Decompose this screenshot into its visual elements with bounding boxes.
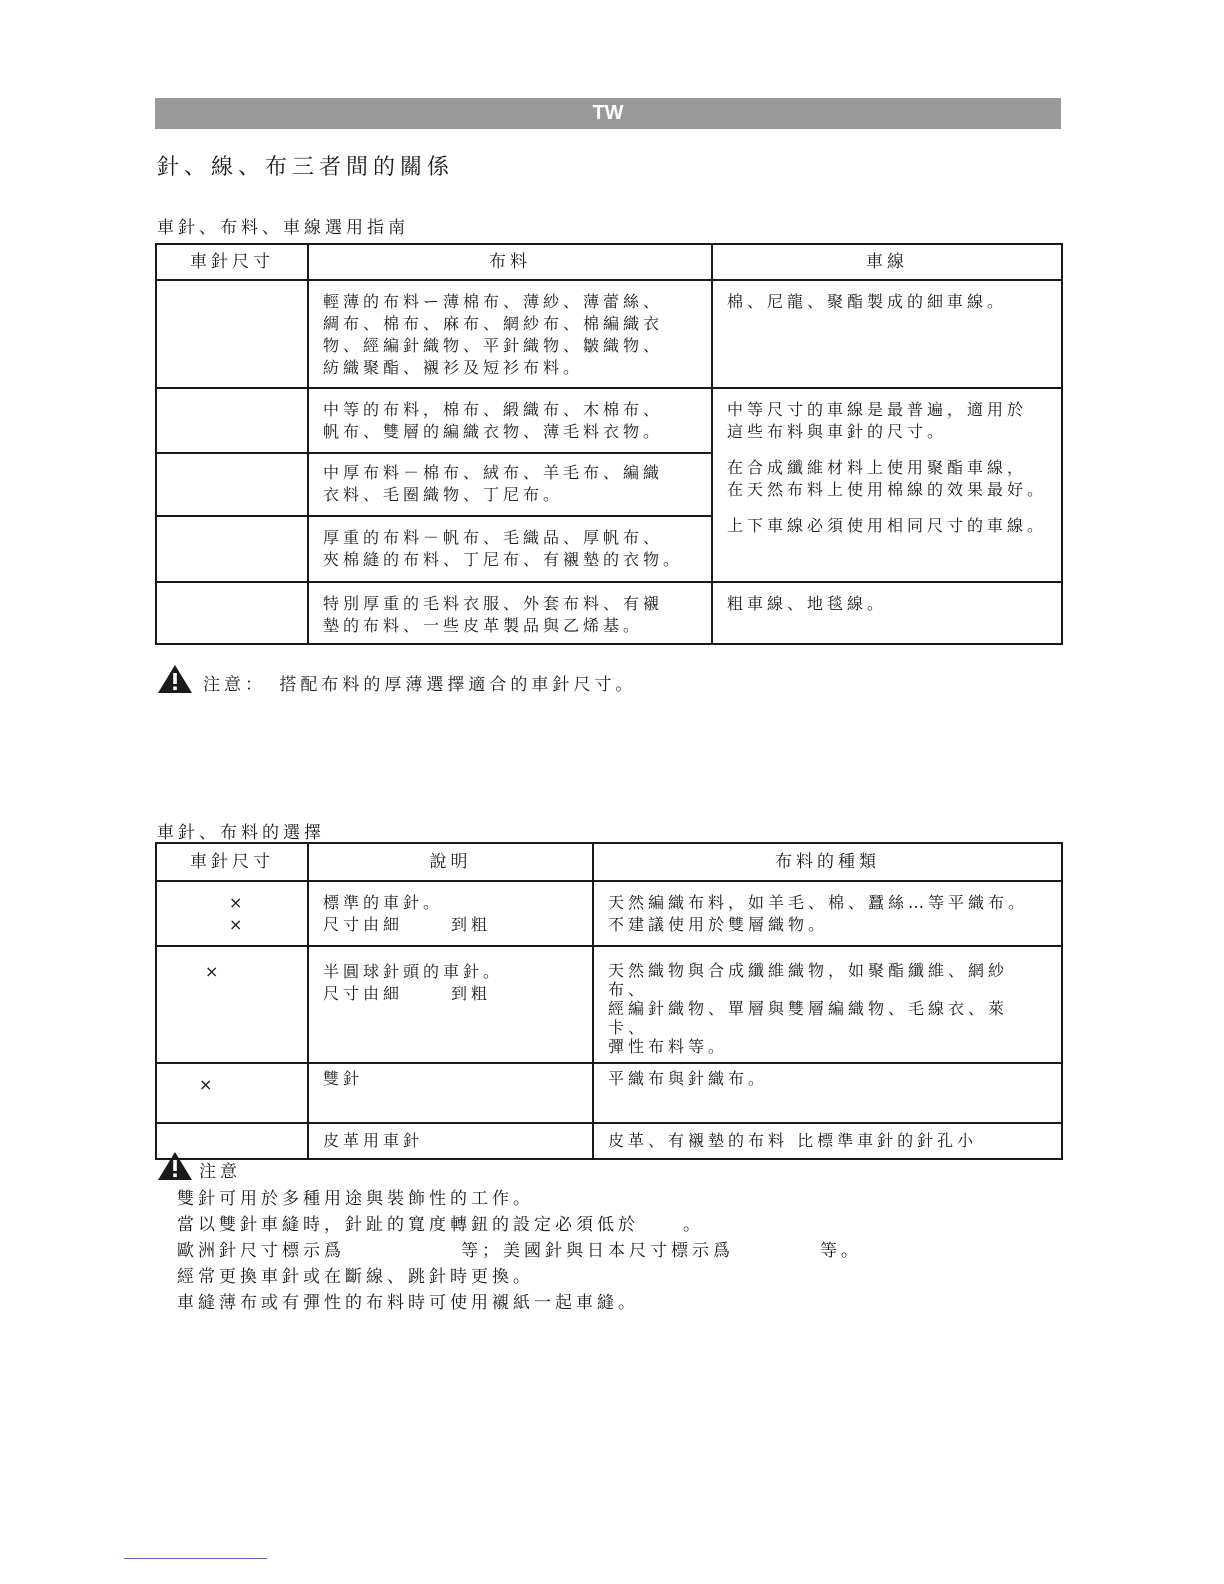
notice-1-label: 注意： bbox=[203, 675, 266, 695]
description-cell: 半圓球針頭的車針。 尺寸由細 到粗 bbox=[308, 946, 593, 1063]
note-line: 車縫薄布或有彈性的布料時可使用襯紙一起車縫。 bbox=[177, 1293, 639, 1313]
fabric-type-cell: 天然編織布料，如羊毛、棉、蠶絲…等平織布。 不建議使用於雙層織物。 bbox=[593, 881, 1062, 946]
note-line: 歐洲針尺寸標示爲 等；美國針與日本尺寸標示爲 等。 bbox=[177, 1241, 862, 1261]
description-cell: 皮革用車針 bbox=[308, 1123, 593, 1159]
header-thread: 車線 bbox=[712, 244, 1062, 280]
needle-selection-table bbox=[155, 842, 1063, 1160]
header-fabric: 布料 bbox=[308, 244, 712, 280]
needle-size-cell: × bbox=[156, 946, 308, 1063]
notice-1-text: 搭配布料的厚薄選擇適合的車針尺寸。 bbox=[279, 675, 637, 695]
fabric-type-cell: 平織布與針織布。 bbox=[593, 1063, 1062, 1123]
fabric-cell-medium: 中等的布料，棉布、緞織布、木棉布、 帆布、雙層的編織衣物、薄毛料衣物。 bbox=[308, 388, 712, 453]
header-description: 說明 bbox=[308, 843, 593, 881]
notice-2-heading bbox=[157, 1151, 241, 1186]
table1-caption: 車針、布料、車線選用指南 bbox=[157, 218, 409, 238]
header-fabric-type: 布料的種類 bbox=[593, 843, 1062, 881]
note-line: 當以雙針車縫時，針趾的寬度轉鈕的設定必須低於 。 bbox=[177, 1215, 704, 1235]
fabric-cell-extra-heavy: 特別厚重的毛料衣服、外套布料、有襯 墊的布料、一些皮革製品與乙烯基。 bbox=[308, 582, 712, 644]
needle-size-cell bbox=[156, 388, 308, 453]
fabric-cell-medium-heavy: 中厚布料－棉布、絨布、羊毛布、編織 衣料、毛圈織物、丁尼布。 bbox=[308, 453, 712, 516]
needle-size-cell: × bbox=[156, 1063, 308, 1123]
needle-size-cell bbox=[156, 516, 308, 582]
header-needle-size: 車針尺寸 bbox=[156, 843, 308, 881]
description-cell: 標準的車針。 尺寸由細 到粗 bbox=[308, 881, 593, 946]
notice-2-label: 注意 bbox=[199, 1162, 241, 1182]
fabric-type-cell: 皮革、有襯墊的布料 比標準車針的針孔小 bbox=[593, 1123, 1062, 1159]
thread-cell-fine: 棉、尼龍、聚酯製成的細車線。 bbox=[712, 280, 1062, 388]
footer-rule bbox=[124, 1558, 267, 1559]
table2-caption: 車針、布料的選擇 bbox=[157, 823, 325, 843]
warning-icon bbox=[157, 1151, 193, 1186]
fabric-type-cell: 天然織物與合成纖維織物，如聚酯纖維、網紗布、 經編針織物、單層與雙層編織物、毛線衣、萊卡、 彈性布料等。 bbox=[593, 946, 1062, 1063]
notice-2-list bbox=[177, 1186, 862, 1316]
header-needle-size: 車針尺寸 bbox=[156, 244, 308, 280]
note-line: 經常更換車針或在斷線、跳針時更換。 bbox=[177, 1267, 534, 1287]
notice-1 bbox=[157, 664, 636, 699]
needle-fabric-thread-table bbox=[155, 243, 1063, 645]
page-title: 針、線、布三者間的關係 bbox=[157, 155, 455, 180]
thread-cell-heavy: 粗車線、地毯線。 bbox=[712, 582, 1062, 644]
note-line: 雙針可用於多種用途與裝飾性的工作。 bbox=[177, 1189, 534, 1209]
needle-size-cell bbox=[156, 280, 308, 388]
needle-size-cell: × × bbox=[156, 881, 308, 946]
fabric-cell-light: 輕薄的布料ー薄棉布、薄紗、薄蕾絲、 綢布、棉布、麻布、網紗布、棉編織衣 物、經編針織物、平針織物、皺織物、 紡織聚酯、襯衫及短衫布料。 bbox=[308, 280, 712, 388]
needle-size-cell bbox=[156, 453, 308, 516]
language-header-bar: TW bbox=[155, 98, 1061, 129]
description-cell: 雙針 bbox=[308, 1063, 593, 1123]
needle-size-cell bbox=[156, 582, 308, 644]
thread-cell-medium: 中等尺寸的車線是最普遍，適用於 這些布料與車針的尺寸。 在合成纖維材料上使用聚酯車線， 在天然布料上使用棉線的效果最好。 上下車線必須使用相同尺寸的車線。 bbox=[712, 388, 1062, 582]
warning-icon bbox=[157, 664, 193, 699]
fabric-cell-heavy: 厚重的布料－帆布、毛織品、厚帆布、 夾棉縫的布料、丁尼布、有襯墊的衣物。 bbox=[308, 516, 712, 582]
